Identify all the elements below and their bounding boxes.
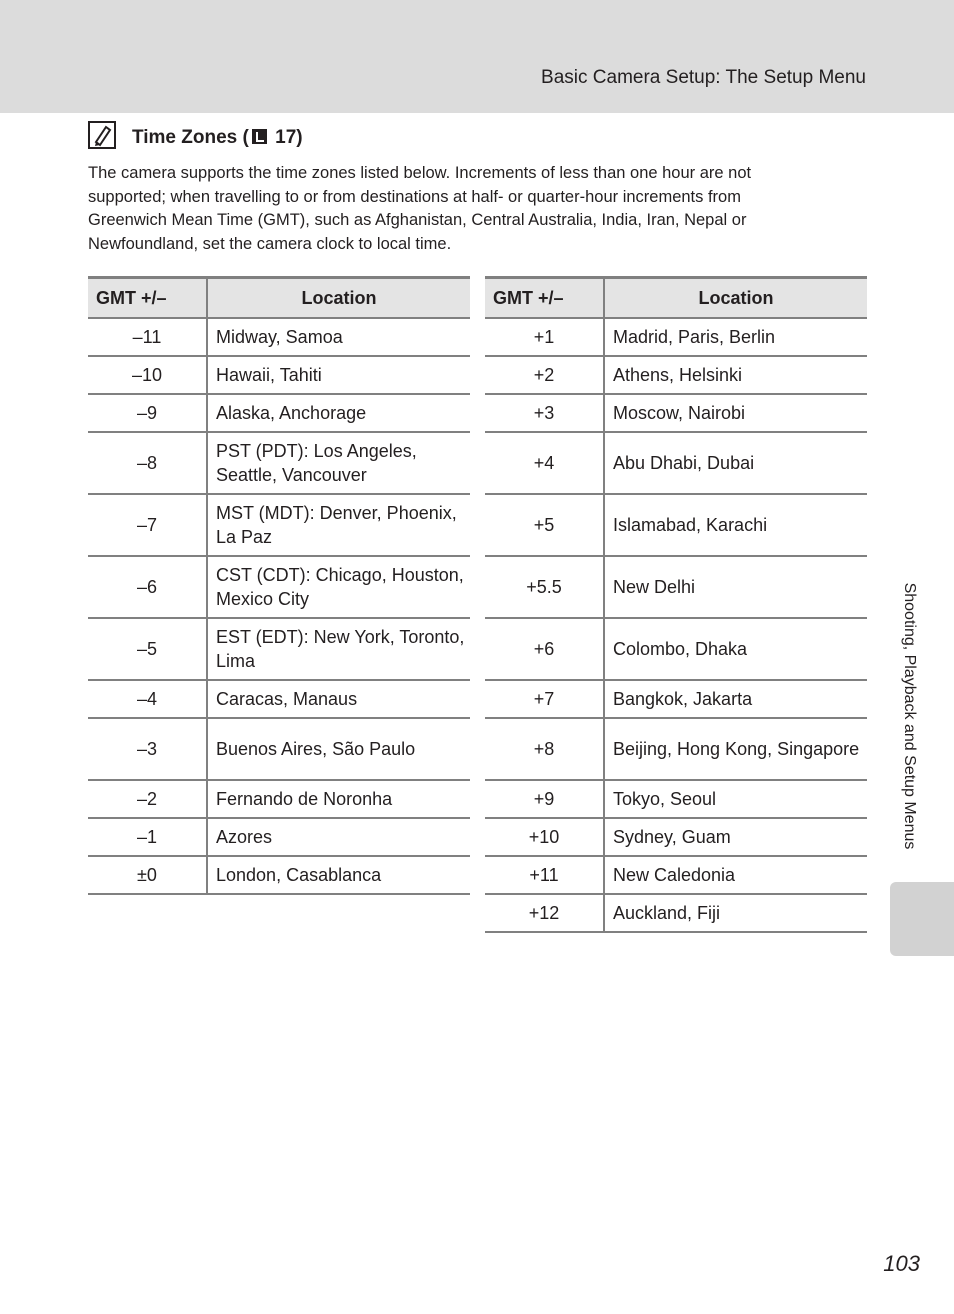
gmt-offset-cell: +2 <box>485 356 604 394</box>
location-cell: Abu Dhabi, Dubai <box>604 432 867 494</box>
table-row <box>88 432 470 494</box>
gmt-offset-cell: –9 <box>88 394 207 432</box>
table-row <box>88 780 470 818</box>
table-row <box>485 356 867 394</box>
time-zone-table-left <box>88 276 470 895</box>
running-header: Basic Camera Setup: The Setup Menu <box>541 67 866 88</box>
gmt-offset-cell: –1 <box>88 818 207 856</box>
pencil-note-icon <box>88 121 116 149</box>
table-row <box>88 356 470 394</box>
gmt-offset-cell: +12 <box>485 894 604 932</box>
table-row <box>88 618 470 680</box>
location-cell: Midway, Samoa <box>207 318 470 356</box>
location-cell: Fernando de Noronha <box>207 780 470 818</box>
table-row <box>485 556 867 618</box>
location-cell: Azores <box>207 818 470 856</box>
table-row <box>485 618 867 680</box>
gmt-offset-cell: –3 <box>88 718 207 780</box>
gmt-offset-cell: –5 <box>88 618 207 680</box>
gmt-offset-cell: +5.5 <box>485 556 604 618</box>
gmt-offset-cell: –4 <box>88 680 207 718</box>
column-header-location: Location <box>207 278 470 319</box>
table-row <box>485 494 867 556</box>
gmt-offset-cell: +4 <box>485 432 604 494</box>
gmt-offset-cell: +6 <box>485 618 604 680</box>
table-row <box>88 856 470 894</box>
gmt-offset-cell: +9 <box>485 780 604 818</box>
section-title-text: Time Zones ( <box>132 127 249 148</box>
location-cell: Sydney, Guam <box>604 818 867 856</box>
table-row <box>485 394 867 432</box>
gmt-offset-cell: ±0 <box>88 856 207 894</box>
location-cell: Bangkok, Jakarta <box>604 680 867 718</box>
page-number: 103 <box>883 1251 920 1276</box>
location-cell: Auckland, Fiji <box>604 894 867 932</box>
location-cell: Athens, Helsinki <box>604 356 867 394</box>
gmt-offset-cell: +7 <box>485 680 604 718</box>
gmt-offset-cell: +8 <box>485 718 604 780</box>
location-cell: Buenos Aires, São Paulo <box>207 718 470 780</box>
location-cell: MST (MDT): Denver, Phoenix, La Paz <box>207 494 470 556</box>
side-section-label: Shooting, Playback and Setup Menus <box>901 582 918 850</box>
location-cell: PST (PDT): Los Angeles, Seattle, Vancouver <box>207 432 470 494</box>
location-cell: New Delhi <box>604 556 867 618</box>
table-row <box>485 718 867 780</box>
header-band <box>0 0 954 113</box>
location-cell: Moscow, Nairobi <box>604 394 867 432</box>
location-cell: London, Casablanca <box>207 856 470 894</box>
gmt-offset-cell: –6 <box>88 556 207 618</box>
column-header-gmt: GMT +/– <box>485 278 604 319</box>
gmt-offset-cell: +5 <box>485 494 604 556</box>
gmt-offset-cell: –8 <box>88 432 207 494</box>
location-cell: Beijing, Hong Kong, Singapore <box>604 718 867 780</box>
column-header-gmt: GMT +/– <box>88 278 207 319</box>
reference-icon <box>252 129 267 144</box>
location-cell: Tokyo, Seoul <box>604 780 867 818</box>
location-cell: EST (EDT): New York, Toronto, Lima <box>207 618 470 680</box>
table-row <box>485 680 867 718</box>
column-header-location: Location <box>604 278 867 319</box>
location-cell: Hawaii, Tahiti <box>207 356 470 394</box>
gmt-offset-cell: –10 <box>88 356 207 394</box>
gmt-offset-cell: +11 <box>485 856 604 894</box>
section-title <box>132 127 303 149</box>
location-cell: Caracas, Manaus <box>207 680 470 718</box>
gmt-offset-cell: +10 <box>485 818 604 856</box>
location-cell: Colombo, Dhaka <box>604 618 867 680</box>
table-row <box>485 818 867 856</box>
intro-paragraph: The camera supports the time zones listed below. Increments of less than one hour are not supported; when travelling to or from destinations at half- or quarter-hour increments from Greenwich Mean Time (GMT), such as Afghanistan, Central Australia, India, Iran, Nepal or Newfoundland, set the camera clock to local time. <box>88 164 752 254</box>
gmt-offset-cell: –7 <box>88 494 207 556</box>
table-row <box>88 318 470 356</box>
gmt-offset-cell: +1 <box>485 318 604 356</box>
location-cell: Alaska, Anchorage <box>207 394 470 432</box>
table-row <box>88 718 470 780</box>
table-row <box>485 780 867 818</box>
location-cell: Islamabad, Karachi <box>604 494 867 556</box>
gmt-offset-cell: –11 <box>88 318 207 356</box>
side-tab-marker <box>890 882 954 956</box>
table-row <box>88 556 470 618</box>
table-row <box>485 856 867 894</box>
table-row <box>485 894 867 932</box>
table-row <box>88 680 470 718</box>
location-cell: Madrid, Paris, Berlin <box>604 318 867 356</box>
section-title-page-ref: 17) <box>269 127 303 148</box>
table-row <box>88 494 470 556</box>
table-row <box>88 818 470 856</box>
time-zone-table-right <box>485 276 867 933</box>
location-cell: CST (CDT): Chicago, Houston, Mexico City <box>207 556 470 618</box>
location-cell: New Caledonia <box>604 856 867 894</box>
table-row <box>88 394 470 432</box>
gmt-offset-cell: +3 <box>485 394 604 432</box>
table-row <box>485 432 867 494</box>
table-row <box>485 318 867 356</box>
gmt-offset-cell: –2 <box>88 780 207 818</box>
